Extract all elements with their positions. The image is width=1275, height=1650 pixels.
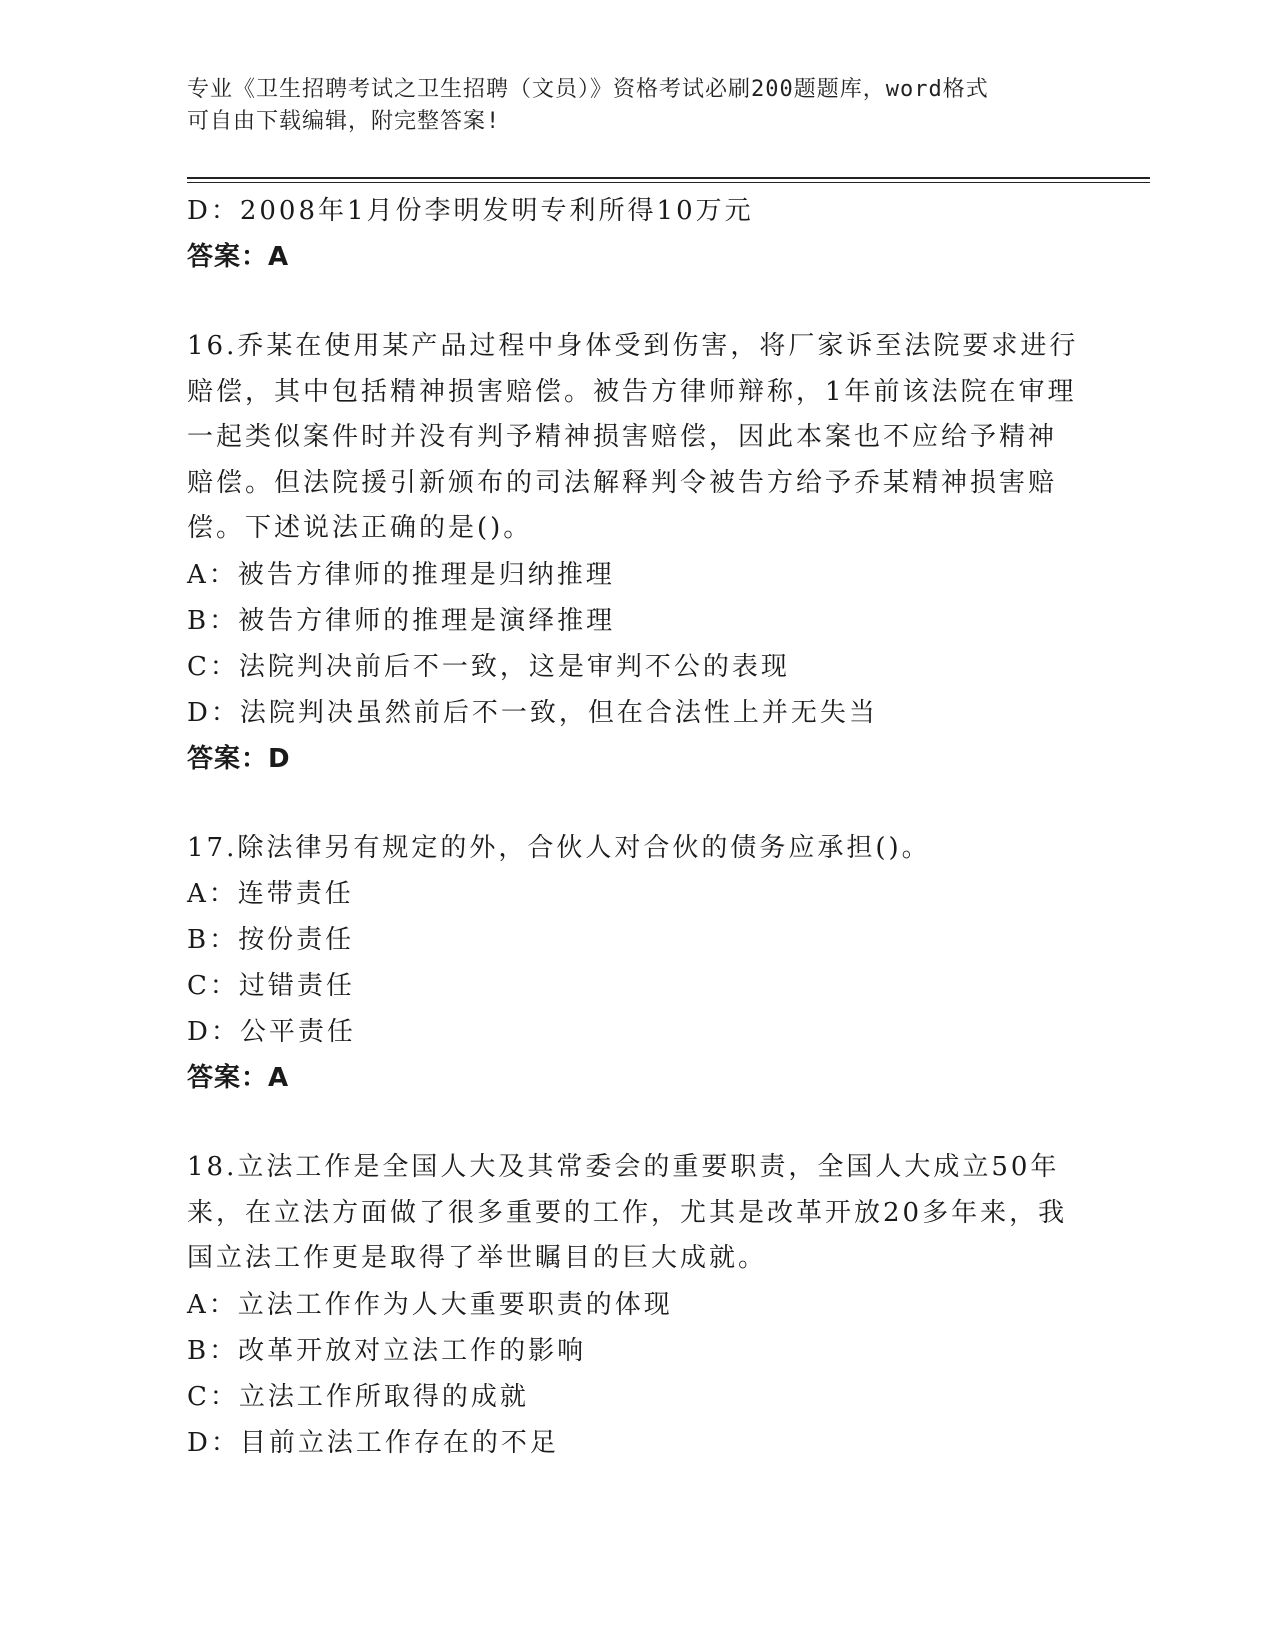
option-c: C：法院判决前后不一致，这是审判不公的表现 (187, 651, 790, 682)
stem-line: 赔偿，其中包括精神损害赔偿。被告方律师辩称，1年前该法院在审理 (187, 376, 1077, 407)
answer: 答案：D (187, 743, 291, 774)
question-stem (187, 1145, 1087, 1282)
question-spacer (187, 782, 1087, 826)
stem-line: 国立法工作更是取得了举世瞩目的巨大成就。 (187, 1243, 768, 1273)
stem-line: 18.立法工作是全国人大及其常委会的重要职责，全国人大成立50年 (187, 1152, 1060, 1182)
option-a: A：立法工作作为人大重要职责的体现 (187, 1289, 673, 1320)
stem-line: 来，在立法方面做了很多重要的工作，尤其是改革开放20多年来，我 (187, 1197, 1068, 1228)
option-c: C：过错责任 (187, 971, 355, 1001)
question-18 (187, 1145, 1087, 1466)
option-b: B：改革开放对立法工作的影响 (187, 1335, 587, 1366)
option-b: B：按份责任 (187, 925, 355, 955)
question-stem (187, 826, 1087, 872)
stem-line: 赔偿。但法院援引新颁布的司法解释判令被告方给予乔某精神损害赔 (187, 467, 1058, 498)
stem-line: 一起类似案件时并没有判予精神损害赔偿，因此本案也不应给予精神 (187, 422, 1058, 452)
question-17 (187, 826, 1087, 1102)
option-a: A：连带责任 (187, 879, 354, 909)
header-line-1: 专业《卫生招聘考试之卫生招聘（文员）》资格考试必刷200题题库，word格式 (187, 77, 989, 102)
question-spacer (187, 1101, 1087, 1145)
option-b: B：被告方律师的推理是演绎推理 (187, 605, 616, 636)
stem-line: 偿。下述说法正确的是()。 (187, 513, 533, 543)
prev-answer: 答案：A (187, 242, 290, 272)
question-16 (187, 324, 1087, 782)
option-d: D：目前立法工作存在的不足 (187, 1427, 559, 1458)
option-d: D：公平责任 (187, 1017, 356, 1047)
option-d: D：法院判决虽然前后不一致，但在合法性上并无失当 (187, 697, 878, 728)
page-header (187, 74, 1087, 138)
header-rule-thick (187, 177, 1150, 179)
prev-option-d: D：2008年1月份李明发明专利所得10万元 (187, 196, 754, 226)
question-stem (187, 324, 1087, 552)
document-body (187, 188, 1087, 1466)
header-line-2: 可自由下载编辑，附完整答案! (187, 109, 501, 134)
option-c: C：立法工作所取得的成就 (187, 1381, 529, 1412)
option-a: A：被告方律师的推理是归纳推理 (187, 559, 615, 590)
stem-line: 16.乔某在使用某产品过程中身体受到伤害，将厂家诉至法院要求进行 (187, 331, 1079, 361)
header-rule-thin (187, 182, 1150, 183)
stem-line: 17.除法律另有规定的外，合伙人对合伙的债务应承担()。 (187, 832, 931, 863)
answer: 答案：A (187, 1063, 290, 1093)
